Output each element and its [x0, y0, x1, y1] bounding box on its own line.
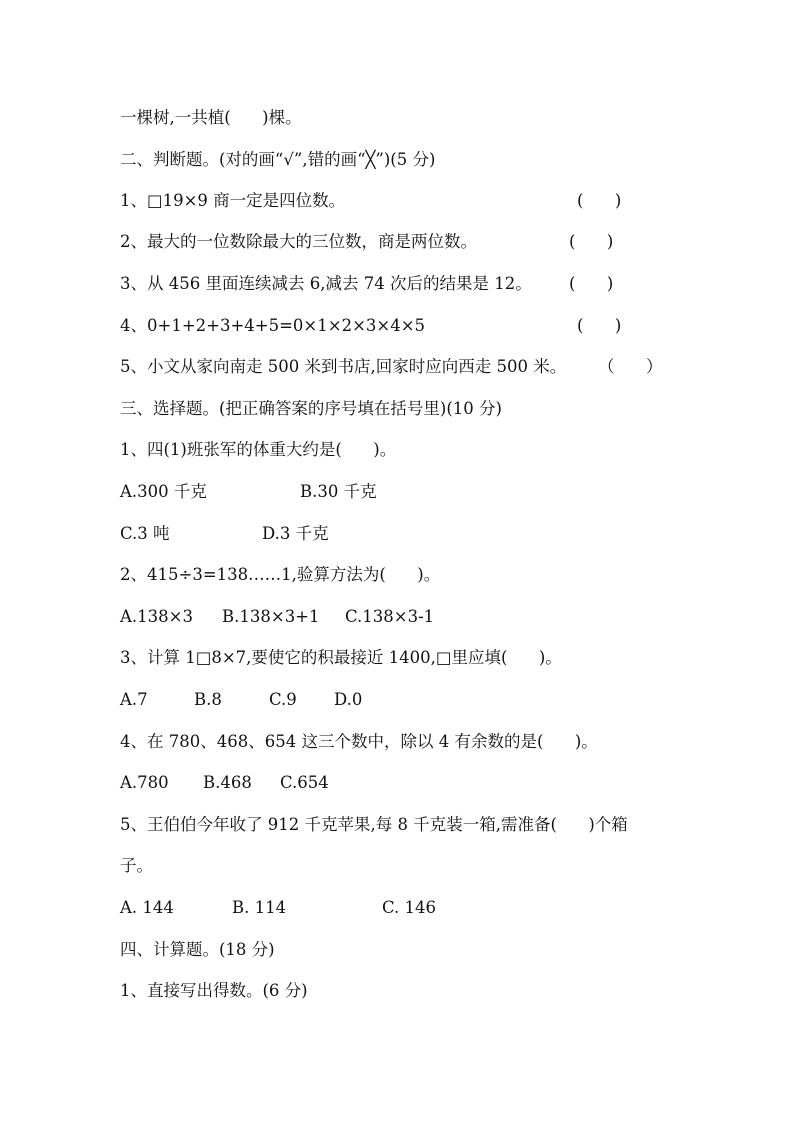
q5-option-b[interactable]: B. 114: [232, 898, 287, 917]
judge-item-4: 4、0+1+2+3+4+5=0×1×2×3×4×5: [120, 316, 426, 335]
choice-question-3: 3、计算 1□8×7,要使它的积最接近 1400,□里应填( )。: [120, 648, 562, 667]
q1-option-d[interactable]: D.3 千克: [262, 524, 329, 543]
section4-sub1: 1、直接写出得数。(6 分): [120, 981, 308, 1000]
judge-answer-blank-2[interactable]: ( ): [569, 232, 614, 251]
intro-line: 一棵树,一共植( )棵。: [120, 108, 302, 127]
section2-heading: 二、判断题。(对的画“√”,错的画“╳”)(5 分): [120, 150, 436, 169]
choice-question-5-continuation: 子。: [120, 856, 153, 875]
choice-question-4: 4、在 780、468、654 这三个数中，除以 4 有余数的是( )。: [120, 732, 598, 751]
judge-item-3: 3、从 456 里面连续减去 6,减去 74 次后的结果是 12。: [120, 274, 532, 293]
q3-option-a[interactable]: A.7: [120, 690, 148, 709]
q1-option-c[interactable]: C.3 吨: [120, 524, 170, 543]
judge-answer-blank-5[interactable]: （ ）: [598, 357, 663, 376]
choice-question-2: 2、415÷3=138……1,验算方法为( )。: [120, 565, 441, 584]
judge-item-5: 5、小文从家向南走 500 米到书店,回家时应向西走 500 米。: [120, 357, 567, 376]
choice-question-1: 1、四(1)班张军的体重大约是( )。: [120, 440, 397, 459]
choice-question-5: 5、王伯伯今年收了 912 千克苹果,每 8 千克装一箱,需准备( )个箱: [120, 815, 628, 834]
q4-option-c[interactable]: C.654: [280, 773, 329, 792]
q4-option-b[interactable]: B.468: [203, 773, 252, 792]
q1-option-a[interactable]: A.300 千克: [120, 482, 207, 501]
q5-option-c[interactable]: C. 146: [382, 898, 437, 917]
section3-heading: 三、选择题。(把正确答案的序号填在括号里)(10 分): [120, 399, 502, 418]
q5-option-a[interactable]: A. 144: [120, 898, 174, 917]
judge-item-2: 2、最大的一位数除最大的三位数，商是两位数。: [120, 232, 477, 251]
q1-option-b[interactable]: B.30 千克: [300, 482, 377, 501]
judge-answer-blank-3[interactable]: ( ): [569, 274, 614, 293]
q3-option-d[interactable]: D.0: [334, 690, 363, 709]
q3-option-c[interactable]: C.9: [269, 690, 297, 709]
q2-option-b[interactable]: B.138×3+1: [222, 607, 320, 626]
q3-option-b[interactable]: B.8: [194, 690, 222, 709]
judge-answer-blank-4[interactable]: ( ): [577, 316, 622, 335]
section4-heading: 四、计算题。(18 分): [120, 940, 275, 959]
q2-option-c[interactable]: C.138×3-1: [345, 607, 435, 626]
judge-item-1: 1、□19×9 商一定是四位数。: [120, 191, 346, 210]
q2-option-a[interactable]: A.138×3: [120, 607, 193, 626]
judge-answer-blank-1[interactable]: ( ): [577, 191, 622, 210]
q4-option-a[interactable]: A.780: [120, 773, 169, 792]
